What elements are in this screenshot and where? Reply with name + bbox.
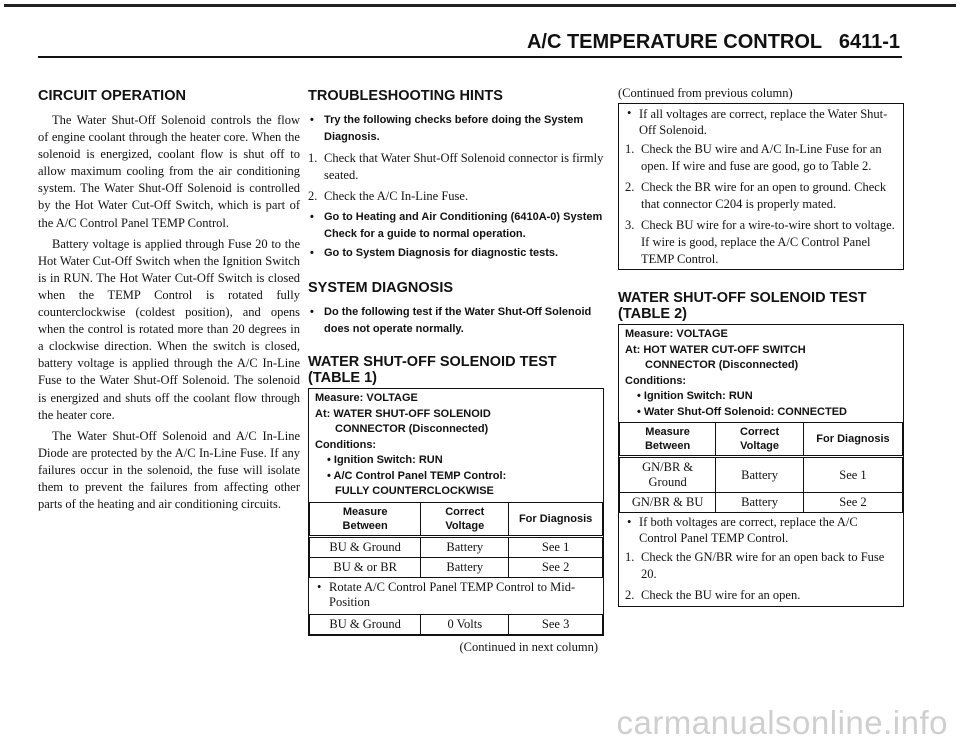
table-row: GN/BR & BU Battery See 2 (620, 493, 903, 513)
continued-next-note: (Continued in next column) (459, 639, 598, 654)
table1-grid (309, 502, 603, 578)
page-number: 6411-1 (838, 31, 900, 53)
hints-bullet-list-2 (308, 209, 604, 262)
table2-conditions: Measure: VOLTAGE At: HOT WATER CUT-OFF SWITCH CONNECTOR (Disconnected) Conditions: • Ignition Switch: RUN • Water Shut-Off Solenoid: CONNECTED (625, 328, 847, 418)
hints-bullet-list (308, 112, 604, 146)
circuit-paragraph-2: Battery voltage is applied through Fuse 20 to the Hot Water Cut-Off Switch when the Ignition Switch is in RUN. The Hot Water Cut-Off Switch is closed when the TEMP Control is rotated fully counterclockwise (coldest position), and opens when the control is rotated more than 20 degrees in a clockwise direction. When the switch is closed, battery voltage is applied through the A/C In-Line Fuse to the Water Shut-Off Solenoid. The solenoid is energized and shuts off the coolant flow through the heater core. (38, 236, 300, 422)
continued-bullet: • If all voltages are correct, replace the Water Shut-Off Solenoid. (619, 104, 903, 141)
watermark: carmanualsonline.info (616, 704, 948, 741)
hints-bullet: • Try the following checks before doing the System Diagnosis. (308, 112, 604, 146)
continued-from-note: (Continued from previous column) (618, 86, 793, 100)
circuit-heading: CIRCUIT OPERATION (38, 88, 186, 104)
table2-steps (619, 549, 903, 604)
hints-bullet: • Go to System Diagnosis for diagnostic tests. (308, 245, 604, 262)
table1-grid-2 (309, 614, 603, 635)
table-row: BU & Ground 0 Volts See 3 (310, 614, 603, 634)
table1-conditions: Measure: VOLTAGE At: WATER SHUT-OFF SOLENOID CONNECTOR (Disconnected) Conditions: • Ignition Switch: RUN • A/C Control Panel TEMP Control: FULLY COUNTERCLOCKWISE (315, 392, 507, 497)
table1-header-row: Measure Between Correct Voltage For Diagnosis (310, 502, 603, 536)
table-row: GN/BR & Ground Battery See 1 (620, 457, 903, 493)
continued-box (618, 103, 904, 270)
table2-header-row: Measure Between Correct Voltage For Diagnosis (620, 423, 903, 457)
circuit-paragraph-3: The Water Shut-Off Solenoid and A/C In-Line Diode are protected by the A/C In-Line Fuse. If any failures occur in the solenoid, the fuse will isolate them to prevent the failures from affecting other parts of the heating and air conditioning circuits. (38, 428, 300, 512)
hints-step: 1. Check that Water Shut-Off Solenoid connector is firmly seated. (308, 151, 604, 182)
table2-step: 2. Check the BU wire for an open. (625, 588, 801, 602)
table1-note: • Rotate A/C Control Panel TEMP Control to Mid-Position (309, 578, 603, 614)
table2-heading: WATER SHUT-OFF SOLENOID TEST (TABLE 2) (618, 290, 867, 322)
diagnosis-bullet-list (308, 304, 604, 338)
continued-steps (619, 141, 903, 268)
top-border-rule (4, 4, 956, 7)
circuit-paragraph-1: The Water Shut-Off Solenoid controls the flow of engine coolant through the heater core. When the solenoid is energized, coolant flow is shut off to allow maximum cooling from the air conditioning system. The Water Shut-Off Solenoid is controlled by the Hot Water Cut-Off Switch, which is part of the A/C Control Panel TEMP Control. (38, 113, 300, 230)
table1-box (308, 388, 604, 636)
table-row: BU & or BR Battery See 2 (310, 557, 603, 577)
continued-step: 2. Check the BR wire for an open to ground. Check that connector C204 is properly mated. (625, 180, 887, 211)
continued-step: 3. Check BU wire for a wire-to-wire short to voltage. If wire is good, replace the A/C Control Panel TEMP Control. (625, 218, 895, 266)
table2-box (618, 324, 904, 607)
hints-bullet: • Go to Heating and Air Conditioning (6410A-0) System Check for a guide to normal operation. (308, 209, 604, 243)
hints-steps (308, 150, 604, 205)
column-table2 (618, 86, 904, 607)
page-header (527, 31, 900, 54)
table1-heading: WATER SHUT-OFF SOLENOID TEST (TABLE 1) (308, 354, 557, 386)
section-title: A/C TEMPERATURE CONTROL (526, 31, 823, 53)
table-row: BU & Ground Battery See 1 (310, 536, 603, 557)
hints-step: 2. Check the A/C In-Line Fuse. (308, 189, 469, 203)
diagnosis-heading: SYSTEM DIAGNOSIS (308, 280, 454, 296)
continued-step: 1. Check the BU wire and A/C In-Line Fuse for an open. If wire and fuse are good, go to Table 2. (625, 142, 882, 173)
hints-heading: TROUBLESHOOTING HINTS (308, 88, 503, 104)
table2-step: 1. Check the GN/BR wire for an open back to Fuse 20. (625, 550, 885, 581)
diagnosis-bullet: • Do the following test if the Water Shut-Off Solenoid does not operate normally. (308, 304, 604, 338)
table2-grid (619, 422, 903, 513)
table2-note: • If both voltages are correct, replace the A/C Control Panel TEMP Control. (619, 513, 903, 549)
header-rule (38, 56, 902, 58)
column-troubleshooting (308, 88, 604, 655)
column-circuit-operation (38, 88, 300, 517)
